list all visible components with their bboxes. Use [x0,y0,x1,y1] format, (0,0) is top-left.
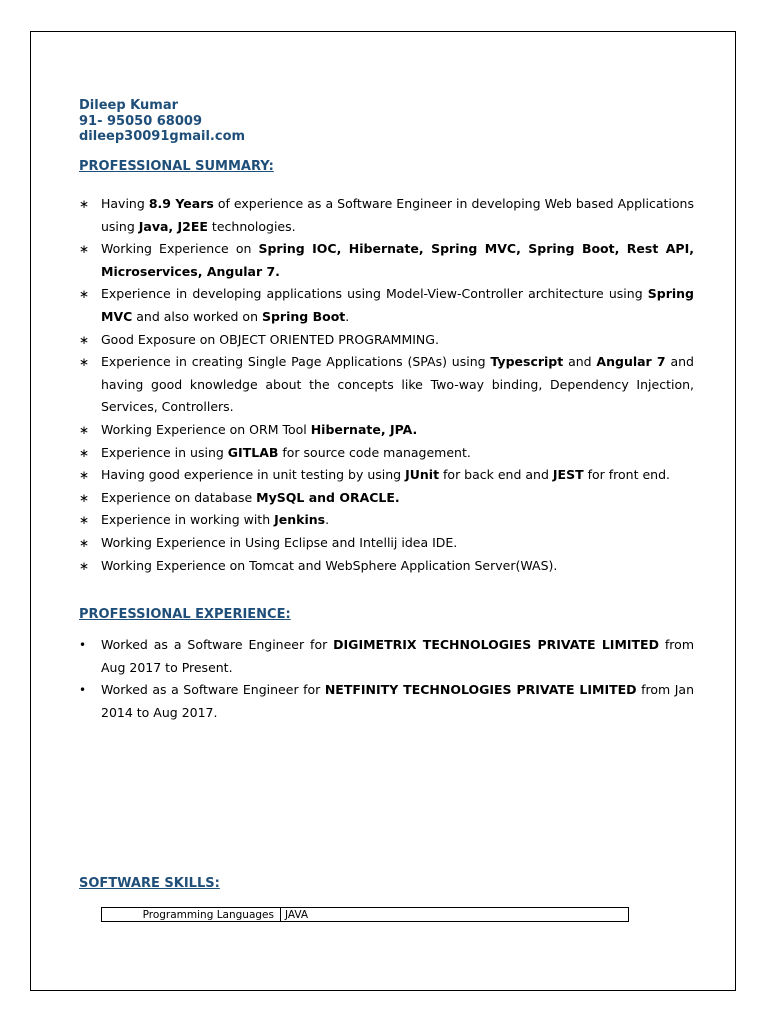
item-text: from Aug 2017 to Present. [101,637,694,675]
list-item [79,509,694,532]
asterisk-icon: ∗ [79,513,90,528]
item-text: Experience in using [101,444,228,460]
item-text: . [325,512,330,528]
asterisk-icon: ∗ [79,535,90,550]
bullet-icon: • [79,638,87,652]
bold-text: Angular 7 [596,354,666,370]
list-item [79,283,694,328]
asterisk-icon: ∗ [79,558,90,573]
bold-text: GITLAB [227,444,279,460]
list-item [79,329,694,352]
item-text: Worked as a Software Engineer for [101,637,334,652]
item-text: from Jan 2014 to Aug 2017. [101,682,694,720]
list-item [79,679,694,724]
contact-block [79,98,245,145]
item-text: Having [101,196,149,211]
list-item [79,419,694,442]
item-text: technologies. [207,218,296,234]
list-item [79,464,694,487]
list-item [79,634,694,679]
bold-text: JUnit [405,467,440,483]
asterisk-icon: ∗ [79,287,90,302]
item-text: for back end and [439,467,553,483]
professional-summary-list [79,193,694,577]
bold-text: JEST [552,467,584,483]
table-row [102,908,629,922]
list-item [79,555,694,578]
bold-text: MySQL and ORACLE. [256,489,400,505]
item-text: Working Experience on [101,241,259,257]
list-item [79,487,694,510]
item-text: Experience in developing applications using Model-View-Controller architecture using [101,286,648,302]
item-text: . [345,308,350,324]
asterisk-icon: ∗ [79,490,90,505]
bold-text: Spring Boot [261,308,346,324]
professional-experience-heading: PROFESSIONAL EXPERIENCE: [79,607,291,622]
asterisk-icon: ∗ [79,355,90,370]
asterisk-icon: ∗ [79,445,90,460]
item-text: and also worked on [132,308,262,324]
bold-text: Java, J2EE [138,218,208,234]
item-text: and [563,354,597,370]
item-text: for source code management. [278,444,471,460]
bold-text: Hibernate, JPA. [310,421,418,437]
asterisk-icon: ∗ [79,242,90,257]
skill-category-cell: Programming Languages [102,908,281,922]
item-text: Working Experience on ORM Tool [101,421,311,437]
item-text: of experience as a Software Engineer in developing Web based Applications using [101,196,694,234]
professional-summary-heading: PROFESSIONAL SUMMARY: [79,159,274,174]
item-text: Working Experience on Tomcat and WebSphere Application Server(WAS). [101,557,558,573]
bold-text: DIGIMETRIX TECHNOLOGIES PRIVATE LIMITED [333,637,659,652]
item-text: Good Exposure on OBJECT ORIENTED PROGRAMMING. [101,331,439,347]
professional-experience-list [79,634,694,724]
item-text: and having good knowledge about the concepts like Two-way binding, Dependency Injection, Services, Controllers. [101,354,694,415]
item-text: Experience in creating Single Page Applications (SPAs) using [101,354,491,370]
bold-text: NETFINITY TECHNOLOGIES PRIVATE LIMITED [324,682,637,698]
bold-text: Spring MVC [101,286,694,324]
asterisk-icon: ∗ [79,468,90,483]
item-text: Having good experience in unit testing by using [101,467,406,483]
software-skills-heading: SOFTWARE SKILLS: [79,876,220,891]
candidate-name: Dileep Kumar [79,98,178,113]
asterisk-icon: ∗ [79,422,90,437]
bullet-icon: • [79,683,87,698]
skill-value-cell: JAVA [281,908,629,922]
phone-number: 91- 95050 68009 [79,113,202,129]
asterisk-icon: ∗ [79,332,90,347]
bold-text: Jenkins [274,512,326,528]
asterisk-icon: ∗ [79,197,90,211]
item-text: Experience on database [101,489,257,505]
bold-text: 8.9 Years [148,196,214,211]
bold-text: Typescript [490,354,564,370]
list-item [79,193,694,238]
list-item [79,532,694,555]
item-text: Experience in working with [101,512,275,528]
bold-text: Spring IOC, Hibernate, Spring MVC, Spring Boot, Rest API, Microservices, Angular 7. [101,241,694,279]
item-text: Worked as a Software Engineer for [101,682,325,698]
email-address: dileep30091gmail.com [79,129,246,144]
software-skills-table [101,907,629,922]
list-item [79,442,694,465]
item-text: for front end. [583,467,670,483]
item-text: Working Experience in Using Eclipse and Intellij idea IDE. [101,534,458,550]
list-item [79,351,694,419]
list-item [79,238,694,283]
